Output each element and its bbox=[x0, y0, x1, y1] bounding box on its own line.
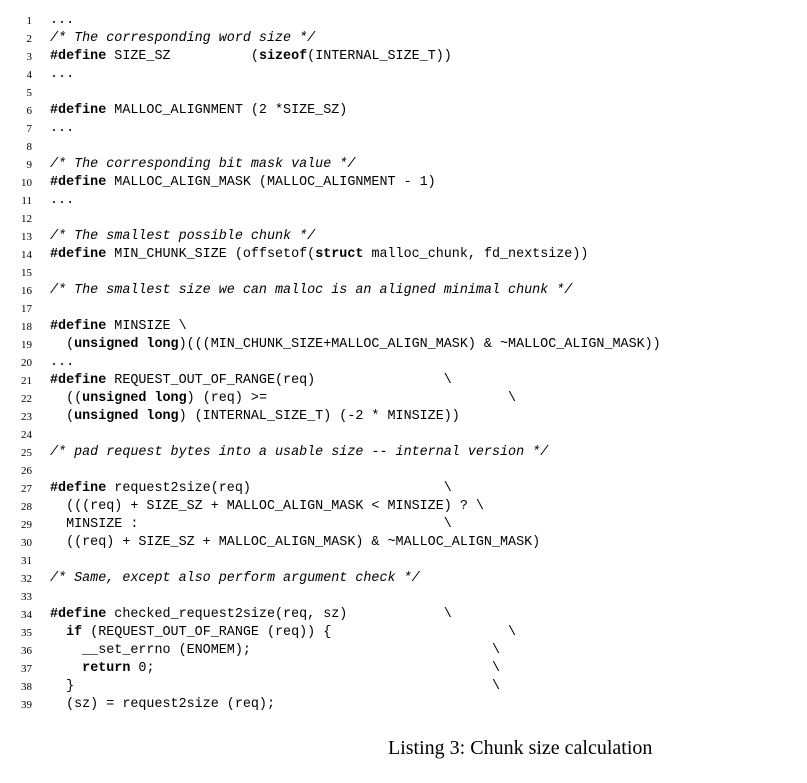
code-line bbox=[0, 102, 807, 120]
listing-caption: Listing 3: Chunk size calculation bbox=[388, 737, 653, 759]
code-segment: MALLOC_ALIGN_MASK (MALLOC_ALIGNMENT - 1) bbox=[106, 175, 436, 190]
line-number: 36 bbox=[21, 645, 32, 657]
code-line bbox=[0, 12, 807, 30]
code-keyword: #define bbox=[50, 175, 107, 190]
code-text bbox=[50, 246, 588, 264]
code-line bbox=[0, 588, 807, 606]
code-line bbox=[0, 138, 807, 156]
code-segment: } \ bbox=[50, 679, 500, 694]
code-line bbox=[0, 390, 807, 408]
line-number: 3 bbox=[26, 51, 32, 63]
line-number: 37 bbox=[21, 663, 32, 675]
code-line bbox=[0, 282, 807, 300]
code-segment: ... bbox=[50, 193, 75, 208]
code-segment: ... bbox=[50, 67, 75, 82]
code-segment: 0; \ bbox=[130, 661, 501, 676]
code-segment: (((req) + SIZE_SZ + MALLOC_ALIGN_MASK < MINSIZE) ? \ bbox=[50, 499, 484, 514]
line-number: 23 bbox=[21, 411, 32, 423]
code-segment: (REQUEST_OUT_OF_RANGE (req)) { \ bbox=[82, 625, 517, 640]
code-line bbox=[0, 408, 807, 426]
code-line bbox=[0, 264, 807, 282]
code-keyword: sizeof bbox=[258, 49, 308, 64]
code-line bbox=[0, 228, 807, 246]
code-text bbox=[50, 624, 516, 642]
line-number: 17 bbox=[21, 303, 32, 315]
code-line bbox=[0, 192, 807, 210]
code-line bbox=[0, 210, 807, 228]
line-number: 18 bbox=[21, 321, 32, 333]
code-line bbox=[0, 534, 807, 552]
line-number: 27 bbox=[21, 483, 32, 495]
code-segment bbox=[50, 625, 66, 640]
code-text bbox=[50, 408, 460, 426]
code-line bbox=[0, 426, 807, 444]
line-number: 34 bbox=[21, 609, 32, 621]
line-number: 14 bbox=[21, 249, 32, 261]
line-number: 32 bbox=[21, 573, 32, 585]
line-number: 1 bbox=[26, 15, 32, 27]
code-keyword: #define bbox=[50, 373, 107, 388]
code-segment: ((req) + SIZE_SZ + MALLOC_ALIGN_MASK) & ~MALLOC_ALIGN_MASK) bbox=[50, 535, 541, 550]
line-number: 28 bbox=[21, 501, 32, 513]
code-keyword: if bbox=[66, 625, 83, 640]
line-number: 19 bbox=[21, 339, 32, 351]
code-segment: ( bbox=[50, 409, 75, 424]
code-line bbox=[0, 120, 807, 138]
line-number: 4 bbox=[26, 69, 32, 81]
code-text bbox=[50, 696, 275, 714]
code-line bbox=[0, 300, 807, 318]
code-text bbox=[50, 336, 661, 354]
line-number: 5 bbox=[26, 87, 32, 99]
code-line bbox=[0, 48, 807, 66]
line-number: 13 bbox=[21, 231, 32, 243]
line-number: 29 bbox=[21, 519, 32, 531]
line-number: 9 bbox=[26, 159, 32, 171]
code-keyword: unsigned long bbox=[74, 337, 179, 352]
code-line bbox=[0, 336, 807, 354]
code-keyword: #define bbox=[50, 607, 107, 622]
line-number: 6 bbox=[26, 105, 32, 117]
code-text bbox=[50, 606, 452, 624]
code-text bbox=[50, 534, 540, 552]
code-text bbox=[50, 678, 500, 696]
code-text bbox=[50, 12, 74, 30]
line-number: 35 bbox=[21, 627, 32, 639]
line-number: 15 bbox=[21, 267, 32, 279]
code-text bbox=[50, 48, 452, 66]
line-number: 38 bbox=[21, 681, 32, 693]
code-segment: )(((MIN_CHUNK_SIZE+MALLOC_ALIGN_MASK) & ~MALLOC_ALIGN_MASK)) bbox=[178, 337, 661, 352]
code-segment: (sz) = request2size (req); bbox=[50, 697, 275, 712]
code-line bbox=[0, 174, 807, 192]
code-comment: /* The smallest size we can malloc is an aligned minimal chunk */ bbox=[50, 283, 573, 298]
line-number: 26 bbox=[21, 465, 32, 477]
line-number: 21 bbox=[21, 375, 32, 387]
code-segment: request2size(req) \ bbox=[106, 481, 452, 496]
code-text bbox=[50, 102, 347, 120]
code-segment: ( bbox=[50, 337, 75, 352]
code-comment: /* The smallest possible chunk */ bbox=[50, 229, 316, 244]
code-text bbox=[50, 372, 452, 390]
code-line bbox=[0, 354, 807, 372]
code-comment: /* The corresponding bit mask value */ bbox=[50, 157, 356, 172]
code-line bbox=[0, 624, 807, 642]
line-number: 7 bbox=[26, 123, 32, 135]
code-keyword: #define bbox=[50, 247, 107, 262]
code-text bbox=[50, 192, 74, 210]
line-number: 30 bbox=[21, 537, 32, 549]
code-text bbox=[50, 30, 315, 48]
code-line bbox=[0, 498, 807, 516]
code-line bbox=[0, 660, 807, 678]
code-keyword: #define bbox=[50, 49, 107, 64]
code-segment: MALLOC_ALIGNMENT (2 *SIZE_SZ) bbox=[106, 103, 348, 118]
code-segment: checked_request2size(req, sz) \ bbox=[106, 607, 452, 622]
code-line bbox=[0, 516, 807, 534]
line-number: 24 bbox=[21, 429, 32, 441]
code-listing bbox=[0, 12, 807, 714]
code-keyword: struct bbox=[315, 247, 364, 262]
code-segment: (( bbox=[50, 391, 83, 406]
code-text bbox=[50, 390, 516, 408]
code-segment: ) (INTERNAL_SIZE_T) (-2 * MINSIZE)) bbox=[178, 409, 460, 424]
code-text bbox=[50, 156, 355, 174]
code-line bbox=[0, 642, 807, 660]
code-segment: ) (req) >= \ bbox=[186, 391, 517, 406]
code-segment: (INTERNAL_SIZE_T)) bbox=[307, 49, 452, 64]
line-number: 31 bbox=[21, 555, 32, 567]
code-comment: /* Same, except also perform argument check */ bbox=[50, 571, 420, 586]
line-number: 39 bbox=[21, 699, 32, 711]
line-number: 2 bbox=[26, 33, 32, 45]
code-line bbox=[0, 66, 807, 84]
code-segment: SIZE_SZ ( bbox=[106, 49, 259, 64]
code-comment: /* The corresponding word size */ bbox=[50, 31, 316, 46]
code-keyword: unsigned long bbox=[74, 409, 179, 424]
code-segment: ... bbox=[50, 355, 75, 370]
code-line bbox=[0, 462, 807, 480]
code-segment: ... bbox=[50, 13, 75, 28]
code-line bbox=[0, 372, 807, 390]
code-text bbox=[50, 660, 500, 678]
code-line bbox=[0, 84, 807, 102]
line-number: 11 bbox=[21, 195, 32, 207]
code-text bbox=[50, 444, 548, 462]
code-keyword: unsigned long bbox=[82, 391, 187, 406]
code-line bbox=[0, 678, 807, 696]
code-line bbox=[0, 606, 807, 624]
code-keyword: #define bbox=[50, 319, 107, 334]
code-text bbox=[50, 120, 74, 138]
line-number: 25 bbox=[21, 447, 32, 459]
line-number: 33 bbox=[21, 591, 32, 603]
code-line bbox=[0, 480, 807, 498]
code-text bbox=[50, 66, 74, 84]
code-text bbox=[50, 174, 436, 192]
code-segment: malloc_chunk, fd_nextsize)) bbox=[363, 247, 589, 262]
code-line bbox=[0, 696, 807, 714]
code-text bbox=[50, 228, 315, 246]
code-text bbox=[50, 480, 452, 498]
line-number: 12 bbox=[21, 213, 32, 225]
code-text bbox=[50, 318, 187, 336]
code-line bbox=[0, 570, 807, 588]
code-line bbox=[0, 552, 807, 570]
code-segment: REQUEST_OUT_OF_RANGE(req) \ bbox=[106, 373, 452, 388]
code-line bbox=[0, 30, 807, 48]
code-line bbox=[0, 156, 807, 174]
code-segment: ... bbox=[50, 121, 75, 136]
code-text bbox=[50, 282, 572, 300]
line-number: 10 bbox=[21, 177, 32, 189]
code-text bbox=[50, 516, 452, 534]
code-keyword: return bbox=[82, 661, 131, 676]
code-keyword: #define bbox=[50, 103, 107, 118]
code-line bbox=[0, 444, 807, 462]
line-number: 22 bbox=[21, 393, 32, 405]
code-segment: __set_errno (ENOMEM); \ bbox=[50, 643, 500, 658]
line-number: 8 bbox=[26, 141, 32, 153]
line-number: 20 bbox=[21, 357, 32, 369]
code-text bbox=[50, 354, 74, 372]
code-segment: MINSIZE \ bbox=[106, 319, 187, 334]
line-number: 16 bbox=[21, 285, 32, 297]
code-text bbox=[50, 642, 500, 660]
code-segment: MINSIZE : \ bbox=[50, 517, 452, 532]
code-line bbox=[0, 246, 807, 264]
code-text bbox=[50, 570, 420, 588]
code-segment: MIN_CHUNK_SIZE (offsetof( bbox=[106, 247, 316, 262]
code-line bbox=[0, 318, 807, 336]
code-segment bbox=[50, 661, 82, 676]
code-keyword: #define bbox=[50, 481, 107, 496]
code-text bbox=[50, 498, 484, 516]
code-comment: /* pad request bytes into a usable size -- internal version */ bbox=[50, 445, 549, 460]
